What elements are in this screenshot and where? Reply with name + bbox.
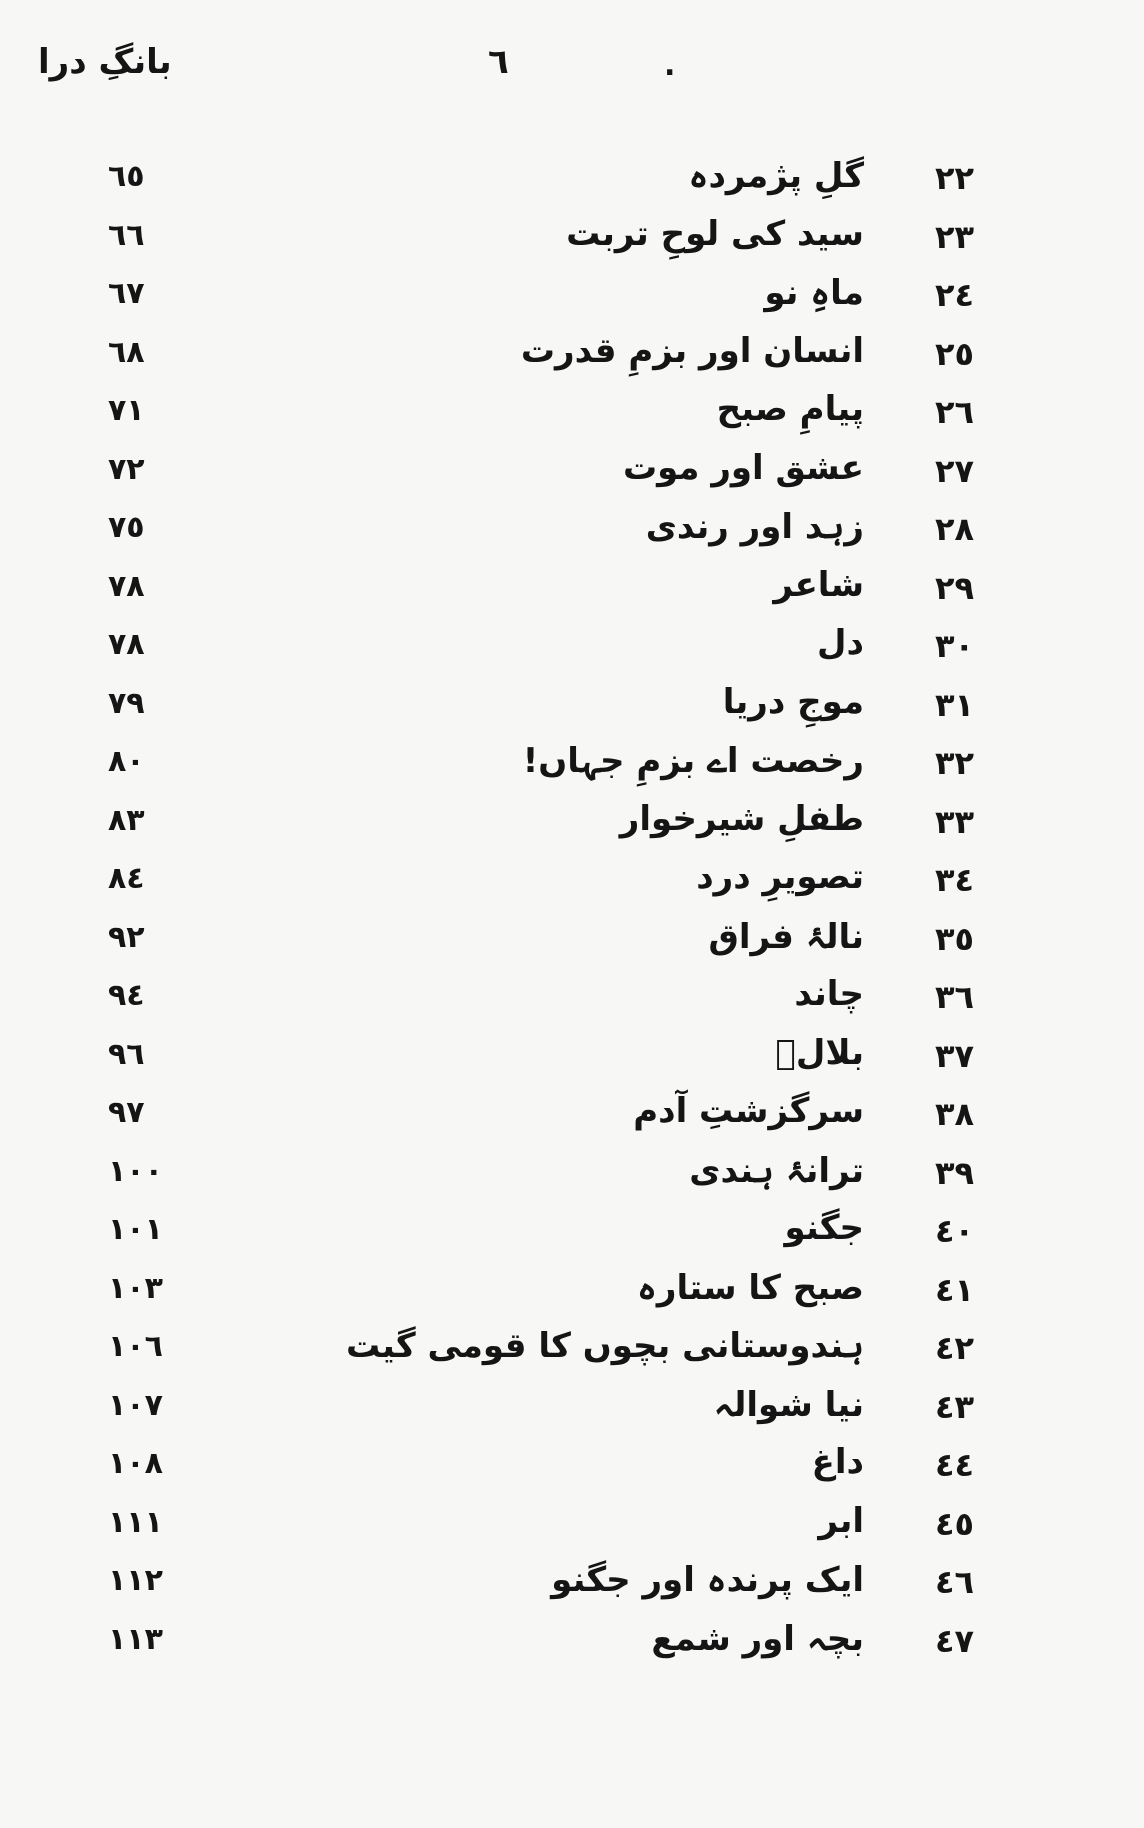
toc-entry bbox=[0, 1033, 1144, 1092]
toc-entry-title: ماہِ نو bbox=[764, 273, 864, 313]
toc-entry-title: زہد اور رندی bbox=[645, 507, 864, 547]
toc-entry-number: ٢٨ bbox=[934, 510, 974, 548]
toc-entry-title: ترانۂ ہندی bbox=[689, 1150, 864, 1191]
toc-entry-number: ٣٤ bbox=[934, 861, 974, 899]
toc-entry-page: ٧٥ bbox=[108, 510, 145, 545]
toc-entry-page: ١٠٣ bbox=[108, 1270, 163, 1306]
toc-entry-page: ٧١ bbox=[108, 393, 145, 428]
toc-entry-title: تصویرِ درد bbox=[696, 857, 864, 897]
toc-entry bbox=[0, 1384, 1144, 1443]
toc-entry-page: ٩٧ bbox=[108, 1095, 145, 1130]
toc-entry-number: ٤٣ bbox=[934, 1387, 974, 1426]
toc-entry-number: ٤٤ bbox=[934, 1446, 974, 1484]
toc-entry-title: انسان اور بزمِ قدرت bbox=[520, 330, 864, 371]
toc-entry-number: ٢٥ bbox=[934, 334, 974, 373]
toc-entry-title: ہندوستانی بچوں کا قومی گیت bbox=[346, 1326, 864, 1366]
toc-entry-page: ٧٢ bbox=[108, 451, 145, 487]
toc-entry bbox=[0, 565, 1144, 624]
toc-entry-page: ٩٤ bbox=[108, 978, 145, 1013]
toc-entry bbox=[0, 448, 1144, 507]
toc-entry-page: ١٠٨ bbox=[108, 1446, 163, 1481]
toc-entry-number: ٤٧ bbox=[934, 1621, 974, 1660]
toc-entry bbox=[0, 682, 1144, 741]
toc-entry bbox=[0, 214, 1144, 273]
toc-entry-title: سرگزشتِ آدم bbox=[633, 1091, 864, 1131]
toc-entry-title: نیا شوالہ bbox=[713, 1384, 864, 1425]
toc-entry-page: ٨٣ bbox=[108, 802, 145, 838]
toc-entry-page: ٨٤ bbox=[108, 861, 145, 896]
toc-entry-title: جگنو bbox=[784, 1208, 864, 1248]
toc-entry-page: ٨٠ bbox=[108, 744, 145, 779]
toc-entry-page: ١٠٦ bbox=[108, 1329, 163, 1364]
toc-entry bbox=[0, 857, 1144, 916]
toc-entry bbox=[0, 974, 1144, 1033]
toc-entry bbox=[0, 916, 1144, 975]
toc-entry-page: ١٠١ bbox=[108, 1212, 163, 1247]
toc-entry-title: بلالؓ bbox=[775, 1032, 864, 1073]
toc-entry bbox=[0, 1150, 1144, 1209]
toc-entry-title: سید کی لوحِ تربت bbox=[566, 213, 864, 254]
toc-entry-title: ایک پرندہ اور جگنو bbox=[551, 1560, 864, 1600]
toc-entry-page: ٩٢ bbox=[108, 919, 145, 955]
toc-entry bbox=[0, 623, 1144, 682]
toc-entry bbox=[0, 1267, 1144, 1326]
toc-entry-page: ٧٩ bbox=[108, 685, 145, 721]
toc-entry-title: بچہ اور شمع bbox=[651, 1618, 864, 1659]
page-number: ٦ bbox=[488, 42, 509, 82]
toc-entry bbox=[0, 799, 1144, 858]
toc-entry bbox=[0, 1501, 1144, 1560]
toc-entry-title: گلِ پژمردہ bbox=[688, 156, 864, 196]
toc-entry-title: ابر bbox=[818, 1500, 864, 1541]
toc-entry-page: ٦٦ bbox=[108, 217, 145, 253]
toc-entry-number: ٣١ bbox=[934, 685, 974, 724]
toc-entry-page: ١٠٧ bbox=[108, 1387, 163, 1423]
toc-entry-page: ٦٧ bbox=[108, 276, 145, 311]
toc-entry bbox=[0, 272, 1144, 331]
toc-entry-page: ٩٦ bbox=[108, 1036, 145, 1072]
toc-entry-title: چاند bbox=[794, 974, 864, 1014]
toc-entry-title: رخصت اے بزمِ جہاں! bbox=[522, 741, 864, 781]
toc-entry-number: ٢٧ bbox=[934, 451, 974, 490]
toc-entry-title: پیامِ صبح bbox=[716, 389, 864, 429]
toc-entry-title: داغ bbox=[811, 1442, 864, 1482]
toc-entry-page: ٧٨ bbox=[108, 568, 145, 604]
toc-entry-number: ٢٩ bbox=[934, 568, 974, 607]
toc-entry-number: ٣٥ bbox=[934, 919, 974, 958]
toc-entry-page: ٧٨ bbox=[108, 627, 145, 662]
toc-entry-number: ٣٧ bbox=[934, 1036, 974, 1075]
toc-entry bbox=[0, 1325, 1144, 1384]
running-header-title: بانگِ درا bbox=[38, 42, 172, 82]
toc-entry-number: ٤٦ bbox=[934, 1563, 974, 1601]
toc-entry-title: صبح کا ستارہ bbox=[636, 1267, 864, 1308]
toc-entry-number: ٤١ bbox=[934, 1270, 974, 1309]
toc-entry-number: ٣٩ bbox=[934, 1153, 974, 1192]
toc-entry bbox=[0, 1091, 1144, 1150]
toc-entry-number: ٤٠ bbox=[934, 1212, 974, 1250]
toc-entry bbox=[0, 155, 1144, 214]
toc-entry-title: عشق اور موت bbox=[622, 447, 864, 488]
toc-entry-number: ٢٢ bbox=[934, 159, 974, 197]
toc-entry-page: ٦٥ bbox=[108, 159, 145, 194]
toc-entry-number: ٢٦ bbox=[934, 393, 974, 431]
header-mark: . bbox=[664, 48, 676, 83]
toc-entry-number: ٣٢ bbox=[934, 744, 974, 782]
toc-entry-page: ١١٣ bbox=[108, 1621, 163, 1657]
toc-entry-title: موجِ دریا bbox=[722, 681, 864, 722]
toc-entry-title: دل bbox=[817, 623, 864, 663]
toc-entry-number: ٤٥ bbox=[934, 1504, 974, 1543]
toc-entry bbox=[0, 389, 1144, 448]
toc-entry-page: ١٠٠ bbox=[108, 1153, 163, 1189]
toc-entry-number: ٣٦ bbox=[934, 978, 974, 1016]
toc-entry-number: ٢٤ bbox=[934, 276, 974, 314]
toc-entry-number: ٣٨ bbox=[934, 1095, 974, 1133]
table-of-contents bbox=[0, 155, 1144, 1676]
toc-entry-title: نالۂ فراق bbox=[708, 916, 864, 957]
toc-entry-number: ٣٠ bbox=[934, 627, 974, 665]
toc-entry bbox=[0, 1559, 1144, 1618]
toc-entry bbox=[0, 331, 1144, 390]
toc-entry-page: ٦٨ bbox=[108, 334, 145, 370]
toc-entry bbox=[0, 1618, 1144, 1677]
toc-entry bbox=[0, 506, 1144, 565]
toc-entry bbox=[0, 1208, 1144, 1267]
toc-entry-page: ١١٢ bbox=[108, 1563, 163, 1598]
toc-entry-page: ١١١ bbox=[108, 1504, 163, 1540]
toc-entry-title: شاعر bbox=[773, 564, 864, 605]
toc-entry-number: ٤٢ bbox=[934, 1329, 974, 1367]
toc-entry bbox=[0, 1442, 1144, 1501]
toc-entry-title: طفلِ شیرخوار bbox=[619, 798, 864, 839]
toc-entry-number: ٣٣ bbox=[934, 802, 974, 841]
toc-entry bbox=[0, 740, 1144, 799]
toc-entry-number: ٢٣ bbox=[934, 217, 974, 256]
